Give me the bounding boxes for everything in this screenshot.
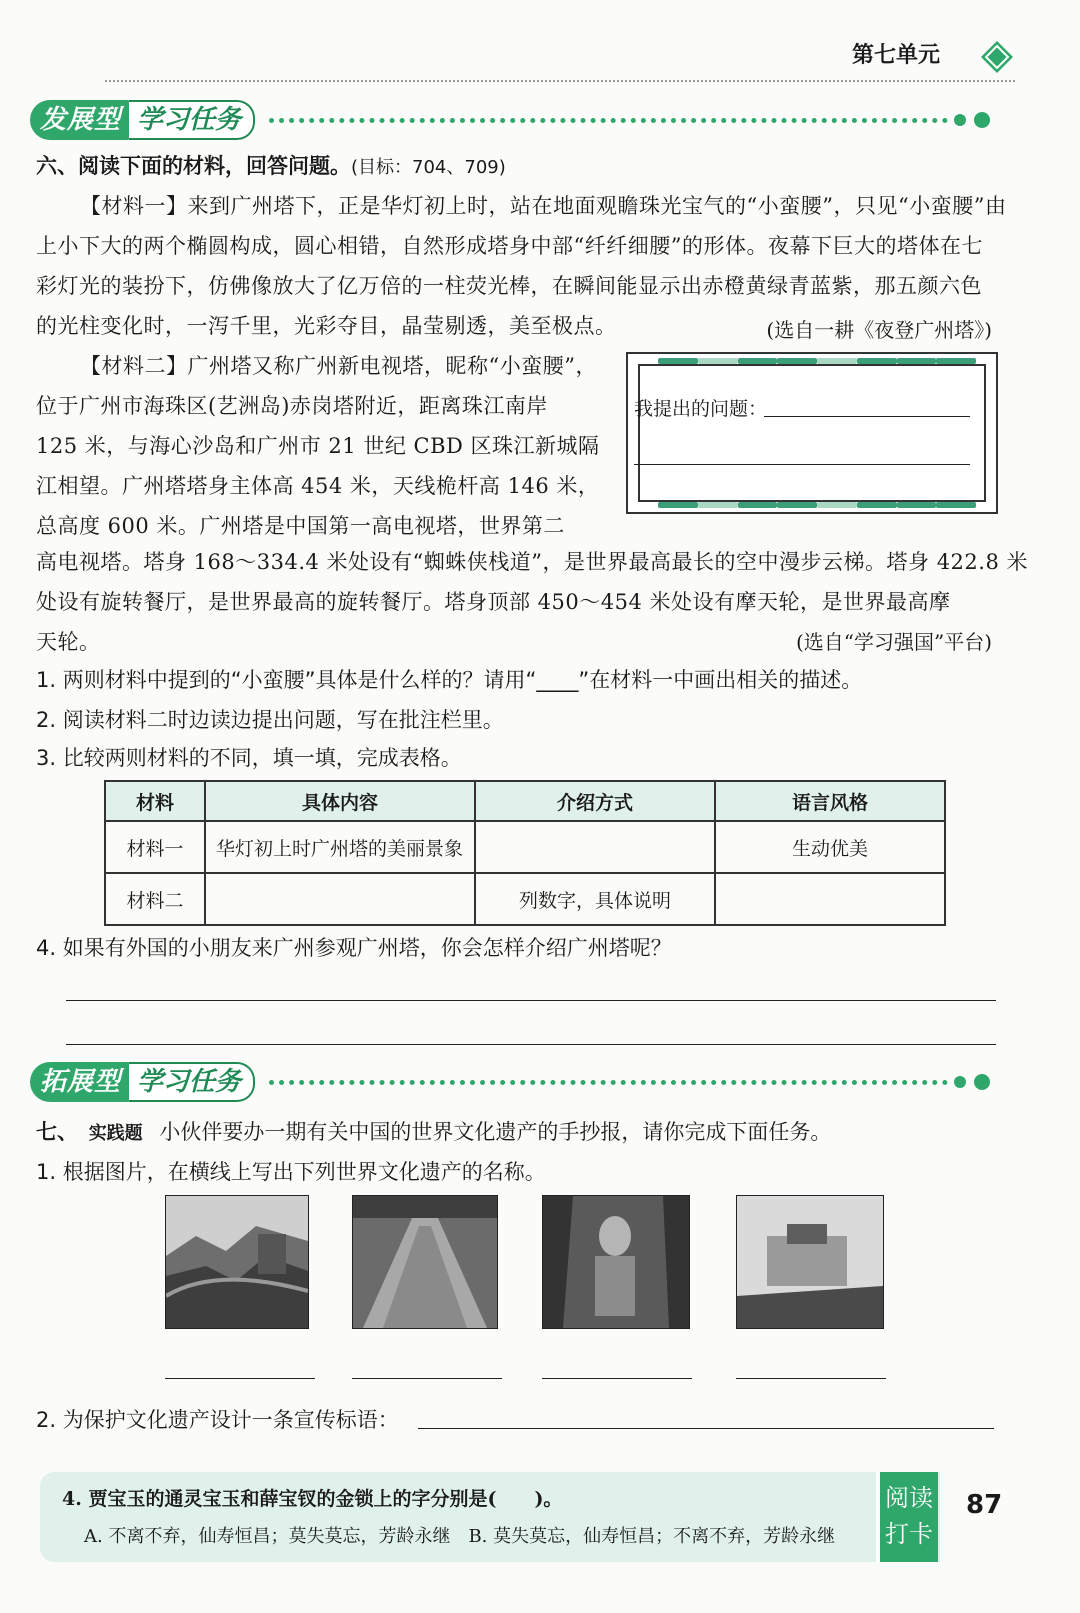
material1-line: 彩灯光的装扮下，仿佛像放大了亿万倍的一柱荧光棒，在瞬间能显示出赤橙黄绿青蓝紫，那五颜六色 xyxy=(36,274,982,298)
table-cell-blank[interactable] xyxy=(715,873,945,925)
section7-banner xyxy=(30,1060,992,1104)
banner-dot-icon xyxy=(954,1076,966,1088)
answer-line[interactable] xyxy=(66,1000,996,1001)
banner-dot-icon xyxy=(974,1074,990,1090)
annotation-box xyxy=(626,352,998,514)
material2-line: 125 米，与海心沙岛和广州市 21 世纪 CBD 区珠江新城隔 xyxy=(36,434,600,458)
banner-dot-icon xyxy=(954,114,966,126)
table-cell-blank[interactable] xyxy=(205,873,475,925)
table-header: 具体内容 xyxy=(205,781,475,821)
practice-tag: 实践题 xyxy=(88,1123,143,1144)
dash-decoration xyxy=(658,358,976,364)
section6-badge: 发展型 xyxy=(30,100,131,140)
tag-line: 阅读 xyxy=(885,1484,933,1512)
question6-2: 2. 阅读材料二时边读边提出问题，写在批注栏里。 xyxy=(36,708,504,732)
question7-1: 1. 根据图片，在横线上写出下列世界文化遗产的名称。 xyxy=(36,1160,546,1184)
header-divider xyxy=(105,80,1015,82)
tag-line: 打卡 xyxy=(885,1520,933,1548)
material2-line: 处设有旋转餐厅，是世界最高的旋转餐厅。塔身顶部 450～454 米处设有摩天轮，是世界最高摩 xyxy=(36,590,951,614)
table-row xyxy=(105,821,945,873)
great-wall-photo xyxy=(165,1195,309,1329)
table-header: 语言风格 xyxy=(715,781,945,821)
answer-line[interactable] xyxy=(165,1378,315,1379)
question7-intro: 小伙伴要办一期有关中国的世界文化遗产的手抄报，请你完成下面任务。 xyxy=(159,1120,832,1144)
material1-source: (选自一耕《夜登广州塔》) xyxy=(766,318,992,342)
material2-line: 天轮。 xyxy=(36,630,101,654)
answer-line[interactable] xyxy=(542,1378,692,1379)
table-cell: 列数字，具体说明 xyxy=(475,873,715,925)
question7-title xyxy=(36,1116,831,1146)
answer-line[interactable] xyxy=(66,1044,996,1045)
leshan-buddha-photo xyxy=(542,1195,690,1329)
potala-palace-photo xyxy=(736,1195,884,1329)
question7-2: 2. 为保护文化遗产设计一条宣传标语： xyxy=(36,1408,399,1432)
material2-line: 【材料二】广州塔又称广州新电视塔，昵称“小蛮腰”， xyxy=(80,354,597,378)
material1-line: 【材料一】来到广州塔下，正是华灯初上时，站在地面观瞻珠光宝气的“小蛮腰”，只见“小蛮腰”由 xyxy=(80,194,1007,218)
table-cell: 华灯初上时广州塔的美丽景象 xyxy=(205,821,475,873)
table-cell: 材料二 xyxy=(105,873,205,925)
table-cell: 材料一 xyxy=(105,821,205,873)
question6-3: 3. 比较两则材料的不同，填一填，完成表格。 xyxy=(36,746,462,770)
annotation-box-inner xyxy=(638,364,986,502)
terracotta-army-photo xyxy=(352,1195,498,1329)
material2-source: (选自“学习强国”平台) xyxy=(795,630,992,654)
question6-text: 六、阅读下面的材料，回答问题。 xyxy=(36,154,351,178)
diamond-icon xyxy=(980,40,1014,74)
table-header-row xyxy=(105,781,945,821)
material2-line: 江相望。广州塔塔身主体高 454 米，天线桅杆高 146 米， xyxy=(36,474,600,498)
answer-line[interactable] xyxy=(634,464,970,465)
answer-line[interactable] xyxy=(418,1428,994,1429)
reading-checkin-tag xyxy=(876,1472,938,1562)
section7-subtitle: 学习任务 xyxy=(129,1062,255,1102)
comparison-table xyxy=(104,780,946,926)
quiz-question: 4. 贾宝玉的通灵宝玉和薛宝钗的金锁上的字分别是( )。 xyxy=(62,1488,563,1510)
table-cell-blank[interactable] xyxy=(475,821,715,873)
answer-line[interactable] xyxy=(764,416,970,417)
material2-line: 总高度 600 米。广州塔是中国第一高电视塔，世界第二 xyxy=(36,514,565,538)
answer-line[interactable] xyxy=(736,1378,886,1379)
material2-line: 高电视塔。塔身 168～334.4 米处设有“蜘蛛侠栈道”，是世界最高最长的空中漫步云梯。塔身 422.8 米 xyxy=(36,550,1028,574)
question-label: 我提出的问题： xyxy=(634,398,768,420)
page-number: 87 xyxy=(966,1490,1003,1520)
question6-4: 4. 如果有外国的小朋友来广州参观广州塔，你会怎样介绍广州塔呢？ xyxy=(36,936,672,960)
dash-decoration xyxy=(658,502,976,508)
table-cell: 生动优美 xyxy=(715,821,945,873)
banner-dot-icon xyxy=(974,112,990,128)
question6-1: 1. 两则材料中提到的“小蛮腰”具体是什么样的？请用“____”在材料一中画出相关的描述。 xyxy=(36,668,863,692)
banner-dots xyxy=(269,118,948,123)
banner-dots xyxy=(269,1080,948,1085)
section7-badge: 拓展型 xyxy=(30,1062,131,1102)
reading-quiz-box xyxy=(40,1472,940,1562)
material2-narrow xyxy=(36,346,616,546)
table-header: 材料 xyxy=(105,781,205,821)
answer-line[interactable] xyxy=(352,1378,502,1379)
quiz-options: A. 不离不弃，仙寿恒昌；莫失莫忘，芳龄永继 B. 莫失莫忘，仙寿恒昌；不离不弃，芳龄永继 xyxy=(84,1526,836,1547)
material1-line: 的光柱变化时，一泻千里，光彩夺目，晶莹剔透，美至极点。 xyxy=(36,314,617,338)
section6-subtitle: 学习任务 xyxy=(129,100,255,140)
question7-number: 七、 xyxy=(36,1120,78,1144)
table-header: 介绍方式 xyxy=(475,781,715,821)
question6-title xyxy=(36,150,506,180)
material1-line: 上小下大的两个椭圆构成，圆心相错，自然形成塔身中部“纤纤细腰”的形体。夜幕下巨大的塔体在七 xyxy=(36,234,983,258)
goal-note: (目标：704、709) xyxy=(351,157,506,178)
table-row xyxy=(105,873,945,925)
section6-banner xyxy=(30,98,992,142)
unit-title: 第七单元 xyxy=(851,43,940,68)
material2-line: 位于广州市海珠区(艺洲岛)赤岗塔附近，距离珠江南岸 xyxy=(36,394,548,418)
